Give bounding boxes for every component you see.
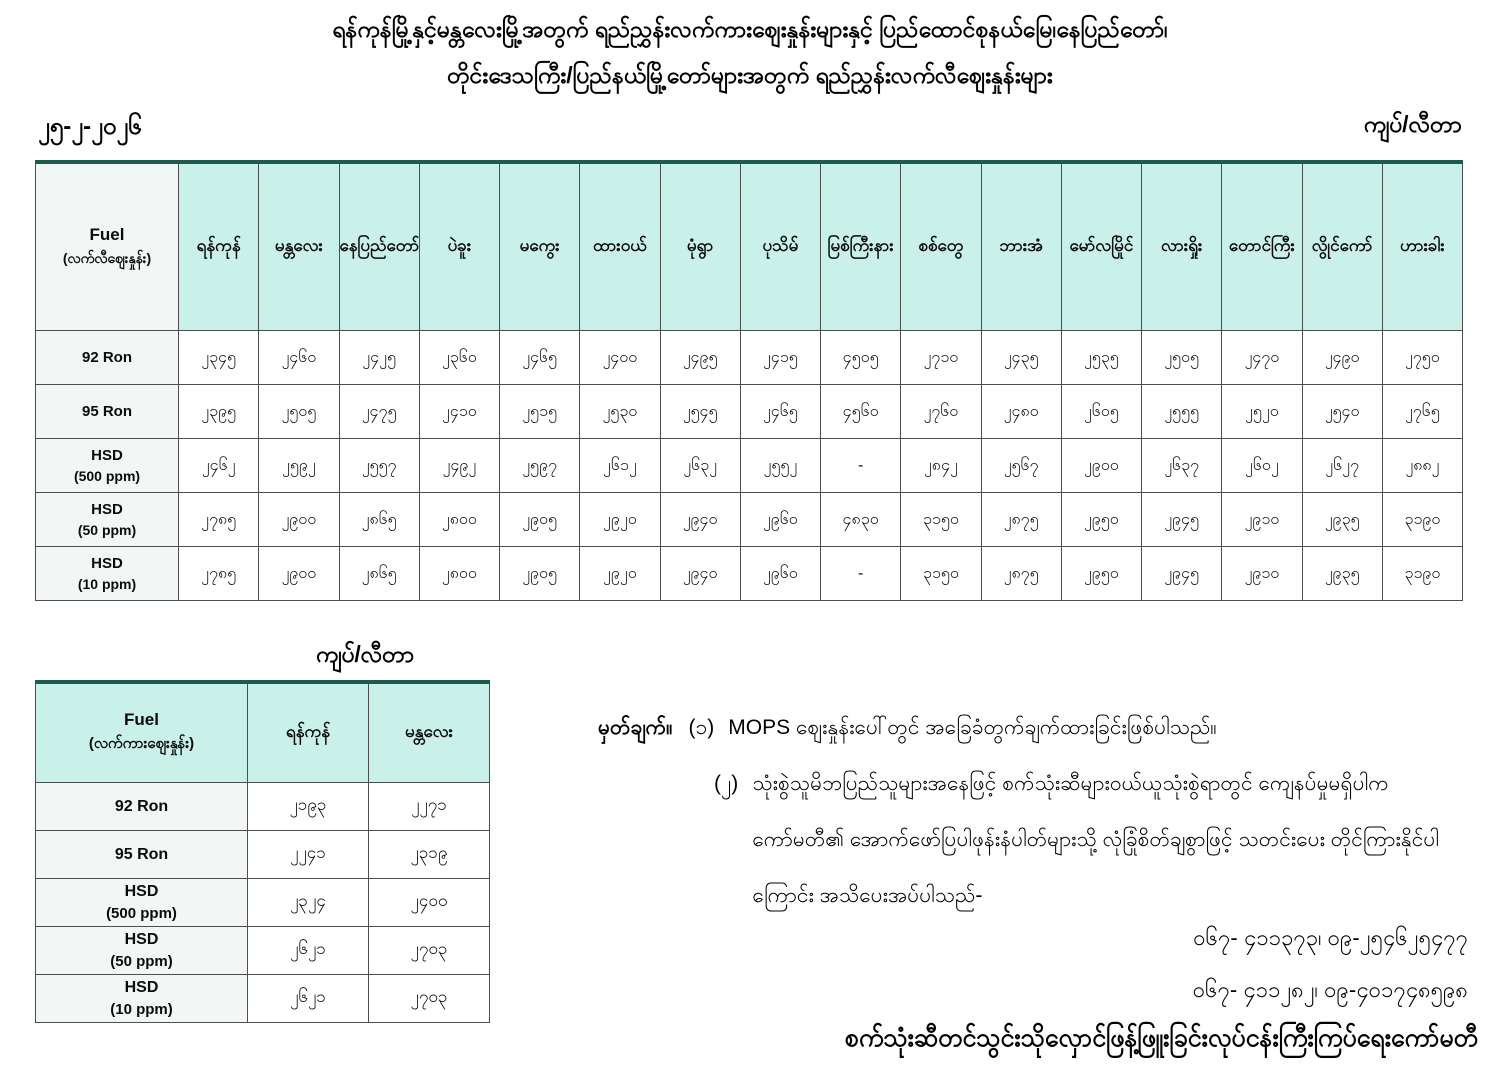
retail-fuel-label-1: 95 Ron: [36, 385, 179, 439]
retail-price-cell-2-7: ၂၅၅၂: [740, 439, 820, 493]
retail-price-cell-0-12: ၂၅၀၅: [1142, 331, 1222, 385]
retail-price-cell-0-5: ၂၄၀၀: [580, 331, 660, 385]
retail-header-row: [36, 162, 1463, 331]
retail-price-cell-2-12: ၂၆၃၇: [1142, 439, 1222, 493]
committee-footer: စက်သုံးဆီတင်သွင်းသိုလှောင်ဖြန့်ဖြူးခြင်းလုပ်ငန်းကြီးကြပ်ရေးကော်မတီ: [844, 1024, 1478, 1052]
wholesale-city-header-1: မန္တလေး: [369, 682, 490, 783]
retail-price-cell-0-1: ၂၄၆၀: [259, 331, 339, 385]
retail-price-cell-2-2: ၂၅၅၇: [339, 439, 419, 493]
wholesale-fuel-label-sub-2: (500 ppm): [106, 905, 177, 922]
wholesale-price-cell-3-0: ၂၆၂၁: [248, 927, 369, 975]
retail-city-header-4: မကွေး: [500, 162, 580, 331]
wholesale-header-row: [36, 682, 490, 783]
wholesale-city-header-0: ရန်ကုန်: [248, 682, 369, 783]
retail-price-cell-2-9: ၂၈၄၂: [901, 439, 981, 493]
retail-price-cell-4-15: ၃၁၉၀: [1382, 547, 1462, 601]
retail-price-cell-0-0: ၂၃၄၅: [179, 331, 259, 385]
retail-price-cell-1-2: ၂၄၇၅: [339, 385, 419, 439]
wholesale-price-cell-0-1: ၂၂၇၁: [369, 783, 490, 831]
retail-price-cell-4-6: ၂၉၄၀: [660, 547, 740, 601]
retail-price-cell-4-7: ၂၉၆၀: [740, 547, 820, 601]
retail-price-cell-1-7: ၂၄၆၅: [740, 385, 820, 439]
retail-row-4: [36, 547, 1463, 601]
retail-price-cell-4-0: ၂၇၈၅: [179, 547, 259, 601]
retail-price-cell-0-4: ၂၄၆၅: [500, 331, 580, 385]
retail-price-cell-3-1: ၂၉၀၀: [259, 493, 339, 547]
unit-label: ကျပ်/လီတာ: [1363, 111, 1462, 137]
retail-fuel-header-sub: (လက်လီဈေးနှုန်း): [62, 249, 152, 266]
retail-price-cell-3-2: ၂၈၆၅: [339, 493, 419, 547]
retail-price-cell-0-7: ၂၄၁၅: [740, 331, 820, 385]
retail-price-cell-4-8: -: [821, 547, 901, 601]
wholesale-price-cell-4-0: ၂၆၂၁: [248, 975, 369, 1023]
retail-city-header-6: မုံရွာ: [660, 162, 740, 331]
retail-price-cell-0-9: ၂၇၁၀: [901, 331, 981, 385]
retail-price-cell-2-8: -: [821, 439, 901, 493]
retail-city-header-2: နေပြည်တော်: [339, 162, 419, 331]
retail-price-cell-4-3: ၂၈၀၀: [419, 547, 499, 601]
retail-price-cell-4-10: ၂၈၇၅: [981, 547, 1061, 601]
note-2-number: (၂): [714, 772, 739, 795]
retail-price-cell-0-10: ၂၄၃၅: [981, 331, 1061, 385]
retail-price-cell-4-5: ၂၉၂၀: [580, 547, 660, 601]
retail-price-cell-3-0: ၂၇၈၅: [179, 493, 259, 547]
retail-price-cell-2-15: ၂၈၈၂: [1382, 439, 1462, 493]
wholesale-unit-label: ကျပ်/လီတာ: [315, 641, 415, 667]
wholesale-fuel-label-4: HSD (10 ppm): [36, 975, 248, 1023]
retail-price-cell-4-2: ၂၈၆၅: [339, 547, 419, 601]
wholesale-price-cell-2-1: ၂၄၀၀: [369, 879, 490, 927]
retail-price-cell-1-1: ၂၅၀၅: [259, 385, 339, 439]
page-title-line1: ရန်ကုန်မြို့နှင့်မန္တလေးမြို့အတွက် ရည်ညွှန်းလက်ကားဈေးနှုန်းများနှင့် ပြည်ထောင်စုနယ်မြေ၊နေပြည်တော်၊: [332, 16, 1168, 42]
retail-fuel-label-4: HSD (10 ppm): [36, 547, 179, 601]
wholesale-fuel-label-sub-3: (50 ppm): [110, 953, 173, 970]
retail-city-header-15: ဟားခါး: [1382, 162, 1462, 331]
retail-price-cell-3-12: ၂၉၄၅: [1142, 493, 1222, 547]
retail-city-header-8: မြစ်ကြီးနား: [821, 162, 901, 331]
retail-price-cell-2-14: ၂၆၂၇: [1302, 439, 1382, 493]
date-label: ၂၅-၂-၂၀၂၆: [38, 113, 142, 140]
retail-price-cell-4-4: ၂၉၀၅: [500, 547, 580, 601]
retail-city-header-9: စစ်တွေ: [901, 162, 981, 331]
retail-price-cell-0-14: ၂၄၉၀: [1302, 331, 1382, 385]
retail-price-cell-1-0: ၂၃၉၅: [179, 385, 259, 439]
retail-city-header-0: ရန်ကုန်: [179, 162, 259, 331]
retail-price-cell-2-11: ၂၉၀၀: [1061, 439, 1141, 493]
retail-price-cell-2-10: ၂၅၆၇: [981, 439, 1061, 493]
retail-price-cell-1-6: ၂၅၄၅: [660, 385, 740, 439]
retail-fuel-label-0: 92 Ron: [36, 331, 179, 385]
retail-price-cell-0-15: ၂၇၅၀: [1382, 331, 1462, 385]
wholesale-fuel-label-sub-4: (10 ppm): [110, 1001, 173, 1018]
retail-price-cell-4-13: ၂၉၁၀: [1222, 547, 1302, 601]
wholesale-row-2: [36, 879, 490, 927]
retail-row-2: [36, 439, 1463, 493]
notes-label: မှတ်ချက်။: [598, 716, 673, 739]
retail-price-cell-3-8: ၄၈၃၀: [821, 493, 901, 547]
wholesale-price-table: [35, 680, 490, 1023]
retail-price-cell-1-13: ၂၅၂၀: [1222, 385, 1302, 439]
retail-price-cell-1-10: ၂၄၈၀: [981, 385, 1061, 439]
wholesale-price-cell-3-1: ၂၇၀၃: [369, 927, 490, 975]
retail-price-cell-0-3: ၂၃၆၀: [419, 331, 499, 385]
retail-price-cell-0-11: ၂၅၃၅: [1061, 331, 1141, 385]
retail-price-cell-1-11: ၂၆၀၅: [1061, 385, 1141, 439]
retail-price-cell-3-4: ၂၉၀၅: [500, 493, 580, 547]
retail-price-cell-0-2: ၂၄၂၅: [339, 331, 419, 385]
retail-city-header-10: ဘားအံ: [981, 162, 1061, 331]
retail-price-cell-3-14: ၂၉၃၅: [1302, 493, 1382, 547]
retail-price-cell-1-5: ၂၅၃၀: [580, 385, 660, 439]
wholesale-price-cell-4-1: ၂၇၀၃: [369, 975, 490, 1023]
note-1-number: (၁): [688, 716, 715, 739]
retail-price-cell-3-6: ၂၉၄၀: [660, 493, 740, 547]
wholesale-price-cell-1-1: ၂၃၁၉: [369, 831, 490, 879]
retail-price-cell-2-6: ၂၆၃၂: [660, 439, 740, 493]
retail-price-cell-0-8: ၄၅၀၅: [821, 331, 901, 385]
retail-fuel-label-3: HSD (50 ppm): [36, 493, 179, 547]
wholesale-price-cell-2-0: ၂၃၂၄: [248, 879, 369, 927]
retail-price-cell-2-13: ၂၆၀၂: [1222, 439, 1302, 493]
wholesale-row-1: [36, 831, 490, 879]
retail-row-0: [36, 331, 1463, 385]
phone-numbers: [598, 912, 1478, 1016]
retail-fuel-label-2: HSD (500 ppm): [36, 439, 179, 493]
retail-price-cell-2-1: ၂၅၉၂: [259, 439, 339, 493]
retail-price-cell-2-0: ၂၄၆၂: [179, 439, 259, 493]
retail-price-cell-0-13: ၂၄၇၀: [1222, 331, 1302, 385]
retail-price-cell-4-12: ၂၉၄၅: [1142, 547, 1222, 601]
retail-price-cell-2-3: ၂၄၉၂: [419, 439, 499, 493]
wholesale-fuel-label-2: HSD (500 ppm): [36, 879, 248, 927]
page-title-line2: တိုင်းဒေသကြီး/ပြည်နယ်မြို့တော်များအတွက် ရည်ညွှန်းလက်လီဈေးနှုန်းများ: [447, 62, 1053, 88]
retail-city-header-12: လားရှိုး: [1142, 162, 1222, 331]
page-title: [0, 6, 1500, 98]
wholesale-row-0: [36, 783, 490, 831]
retail-price-cell-3-5: ၂၉၂၀: [580, 493, 660, 547]
retail-price-cell-3-15: ၃၁၉၀: [1382, 493, 1462, 547]
note-1-text: MOPS ဈေးနှုန်းပေါ်တွင် အခြေခံတွက်ချက်ထားခြင်းဖြစ်ပါသည်။: [728, 716, 1217, 739]
retail-price-cell-3-7: ၂၉၆၀: [740, 493, 820, 547]
retail-price-cell-3-9: ၃၁၅၀: [901, 493, 981, 547]
retail-city-header-3: ပဲခူး: [419, 162, 499, 331]
retail-city-header-14: လွိုင်ကော်: [1302, 162, 1382, 331]
retail-city-header-1: မန္တလေး: [259, 162, 339, 331]
retail-price-cell-1-4: ၂၅၁၅: [500, 385, 580, 439]
retail-fuel-label-sub-3: (50 ppm): [77, 522, 137, 538]
wholesale-fuel-label-3: HSD (50 ppm): [36, 927, 248, 975]
wholesale-row-4: [36, 975, 490, 1023]
retail-fuel-label-sub-4: (10 ppm): [77, 576, 137, 592]
wholesale-price-cell-0-0: ၂၁၉၃: [248, 783, 369, 831]
wholesale-price-cell-1-0: ၂၂၄၁: [248, 831, 369, 879]
retail-row-1: [36, 385, 1463, 439]
wholesale-fuel-label-1: 95 Ron: [36, 831, 248, 879]
retail-price-cell-1-3: ၂၄၁၀: [419, 385, 499, 439]
retail-price-cell-1-9: ၂၇၆၀: [901, 385, 981, 439]
retail-city-header-11: မော်လမြိုင်: [1061, 162, 1141, 331]
wholesale-fuel-header: Fuel (လက်ကားဈေးနှုန်း): [36, 682, 248, 783]
retail-price-cell-2-4: ၂၅၉၇: [500, 439, 580, 493]
phone-line-2: ၀၆၇- ၄၁၁၂၈၂၊ ၀၉-၄၀၁၇၄၈၅၉၈: [1192, 977, 1468, 1002]
retail-price-cell-3-3: ၂၈၀၀: [419, 493, 499, 547]
note-item-1: [598, 700, 1478, 756]
retail-price-cell-4-9: ၃၁၅၀: [901, 547, 981, 601]
retail-price-cell-4-14: ၂၉၃၅: [1302, 547, 1382, 601]
retail-price-cell-2-5: ၂၆၁၂: [580, 439, 660, 493]
retail-price-cell-1-8: ၄၅၆၀: [821, 385, 901, 439]
retail-price-cell-4-1: ၂၉၀၀: [259, 547, 339, 601]
retail-city-header-7: ပုသိမ်: [740, 162, 820, 331]
retail-price-table-wrap: [35, 160, 1463, 601]
wholesale-fuel-header-sub: (လက်ကားဈေးနှုန်း): [88, 735, 195, 752]
retail-price-table: [35, 160, 1463, 601]
wholesale-fuel-label-0: 92 Ron: [36, 783, 248, 831]
phone-line-1: ၀၆၇- ၄၁၁၃၇၃၊ ၀၉-၂၅၄၆၂၅၄၇၇: [1193, 925, 1468, 950]
wholesale-row-3: [36, 927, 490, 975]
retail-price-cell-1-12: ၂၅၅၅: [1142, 385, 1222, 439]
retail-price-cell-3-10: ၂၈၇၅: [981, 493, 1061, 547]
note-item-2: [714, 756, 1478, 924]
retail-fuel-header: Fuel (လက်လီဈေးနှုန်း): [36, 162, 179, 331]
retail-city-header-5: ထားဝယ်: [580, 162, 660, 331]
retail-price-cell-1-14: ၂၅၄၀: [1302, 385, 1382, 439]
retail-price-cell-3-11: ၂၉၅၀: [1061, 493, 1141, 547]
wholesale-price-table-wrap: [35, 680, 490, 1023]
retail-price-cell-3-13: ၂၉၁၀: [1222, 493, 1302, 547]
retail-row-3: [36, 493, 1463, 547]
retail-fuel-label-sub-2: (500 ppm): [73, 468, 141, 484]
notes-section: [598, 700, 1478, 924]
retail-price-cell-0-6: ၂၄၉၅: [660, 331, 740, 385]
retail-price-cell-1-15: ၂၇၆၅: [1382, 385, 1462, 439]
retail-price-cell-4-11: ၂၉၅၀: [1061, 547, 1141, 601]
retail-city-header-13: တောင်ကြီး: [1222, 162, 1302, 331]
note-2-text: သုံးစွဲသူမိဘပြည်သူများအနေဖြင့် စက်သုံးဆီများဝယ်ယူသုံးစွဲရာတွင် ကျေနပ်မှုမရှိပါက ကော်မတီ၏ အောက်ဖော်ပြပါဖုန်းနံပါတ်များသို့ လုံခြုံစိတ်ချစွာဖြင့် သတင်းပေး တိုင်ကြားနိုင်ပါကြောင်း အသိပေးအပ်ပါသည်-: [752, 772, 1439, 907]
